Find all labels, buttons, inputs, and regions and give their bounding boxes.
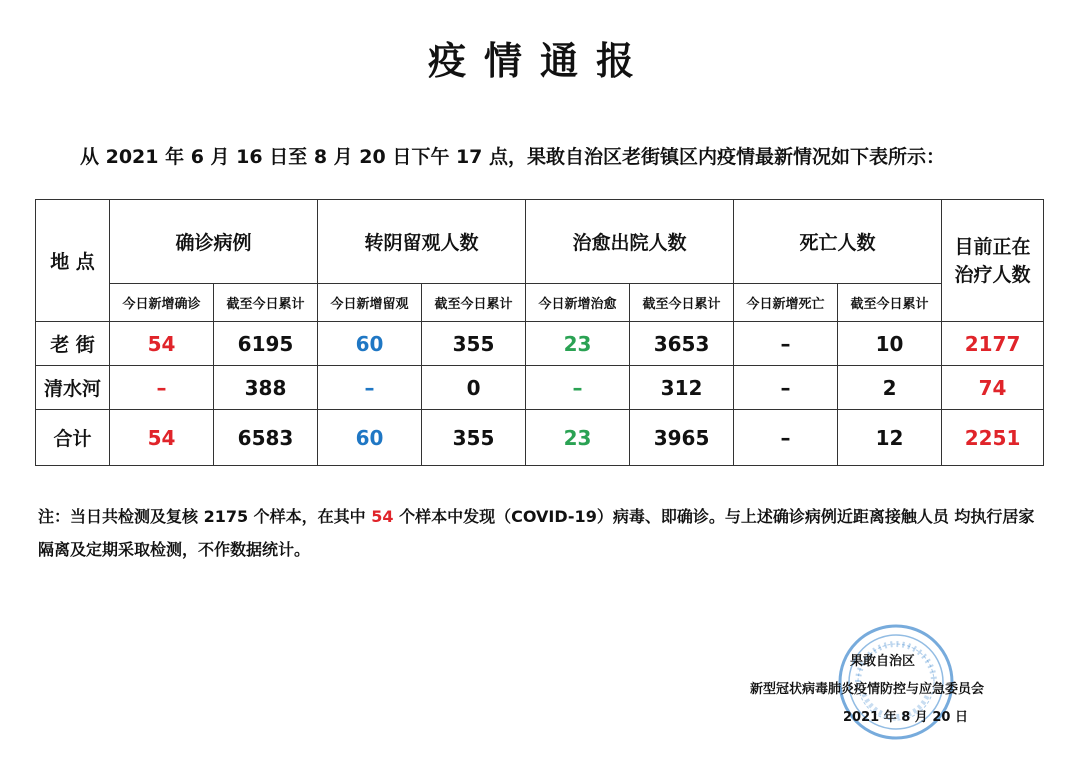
subheader-deaths-total: 截至今日累计 [838,284,942,322]
cell-recovered-total: 3653 [630,322,734,366]
header-current-label: 目前正在治疗人数 [954,235,1031,286]
signature-org-line2: 新型冠状病毒肺炎疫情防控与应急委员会 [750,682,985,697]
cell-place: 老 街 [36,322,110,366]
cell-current: 2177 [942,322,1044,366]
header-recovered: 治愈出院人数 [526,200,734,284]
epidemic-table [35,199,1044,466]
header-current [942,200,1044,322]
cell-current: 74 [942,366,1044,410]
signature-date: 2021 年 8 月 20 日 [843,710,968,725]
header-location: 地 点 [36,200,110,322]
cell-deaths-total: 10 [838,322,942,366]
cell-deaths-new: – [734,322,838,366]
cell-recovered-total: 312 [630,366,734,410]
cell-deaths-new: – [734,410,838,466]
table-row [36,366,1044,410]
cell-confirmed-total: 6195 [214,322,318,366]
page-title: 疫情通报 [427,39,652,83]
cell-confirmed-total: 6583 [214,410,318,466]
subheader-deaths-new: 今日新增死亡 [734,284,838,322]
table-row-total [36,410,1044,466]
subheader-negative-total: 截至今日累计 [422,284,526,322]
header-negative: 转阴留观人数 [318,200,526,284]
cell-negative-new: 60 [318,410,422,466]
footnote-highlight: 54 [371,507,394,526]
cell-negative-total: 355 [422,410,526,466]
cell-confirmed-total: 388 [214,366,318,410]
cell-confirmed-new: 54 [110,322,214,366]
cell-place: 合计 [36,410,110,466]
intro-text: 从 2021 年 6 月 16 日至 8 月 20 日下午 17 点，果敢自治区老街镇区内疫情最新情况如下表所示： [80,146,946,168]
footnote-text-2: 个样本中发现（COVID-19）病毒、即确诊。与上述确诊病例近距离接触人员 均执行居家隔离及定期采取检测，不作数据统计。 [38,507,1035,559]
subheader-negative-new: 今日新增留观 [318,284,422,322]
subheader-confirmed-total: 截至今日累计 [214,284,318,322]
signature-org-line1: 果敢自治区 [850,654,916,669]
subheader-recovered-total: 截至今日累计 [630,284,734,322]
footnote [38,500,1048,566]
cell-confirmed-new: 54 [110,410,214,466]
footnote-text-1: 注：当日共检测及复核 2175 个样本，在其中 [38,507,372,526]
cell-place: 清水河 [36,366,110,410]
cell-deaths-new: – [734,366,838,410]
cell-recovered-new: 23 [526,410,630,466]
subheader-recovered-new: 今日新增治愈 [526,284,630,322]
cell-current: 2251 [942,410,1044,466]
cell-recovered-new: – [526,366,630,410]
cell-negative-total: 0 [422,366,526,410]
header-deaths: 死亡人数 [734,200,942,284]
table-row [36,322,1044,366]
cell-recovered-total: 3965 [630,410,734,466]
cell-deaths-total: 12 [838,410,942,466]
cell-negative-new: – [318,366,422,410]
cell-deaths-total: 2 [838,366,942,410]
header-confirmed: 确诊病例 [110,200,318,284]
cell-negative-new: 60 [318,322,422,366]
cell-recovered-new: 23 [526,322,630,366]
cell-confirmed-new: – [110,366,214,410]
cell-negative-total: 355 [422,322,526,366]
subheader-confirmed-new: 今日新增确诊 [110,284,214,322]
